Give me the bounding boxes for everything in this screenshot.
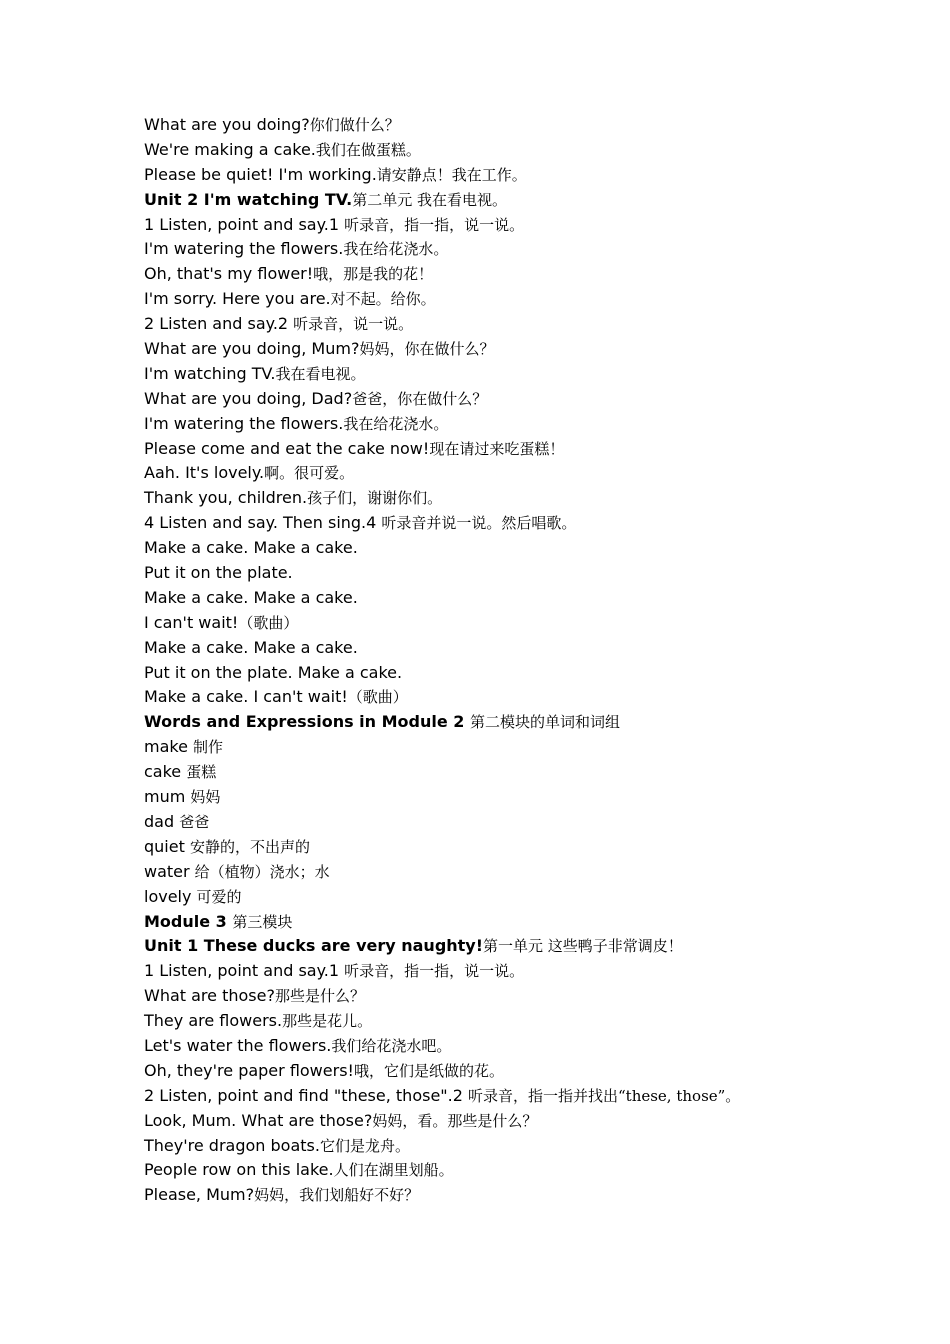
text-line: [144, 561, 924, 586]
english-text: 4 Listen and say. Then sing.4: [144, 513, 382, 533]
text-line: [144, 1183, 924, 1208]
text-line: [144, 636, 924, 661]
chinese-translation: 孩子们，谢谢你们。: [307, 489, 443, 508]
chinese-translation: 可爱的: [196, 887, 242, 906]
chinese-translation: 我们在做蛋糕。: [315, 140, 421, 159]
english-text: lovely: [144, 886, 197, 906]
chinese-translation: 哦，它们是纸做的花。: [353, 1061, 504, 1080]
english-text: quiet: [144, 836, 190, 856]
text-line: [144, 959, 924, 984]
english-text: 2 Listen, point and find "these, those".2: [144, 1085, 468, 1105]
english-text: What are you doing, Mum?: [144, 339, 360, 359]
english-text: I can't wait!: [144, 612, 239, 632]
text-line: [144, 461, 924, 486]
section-heading: [144, 710, 924, 735]
chinese-translation: 听录音并说一说。然后唱歌。: [381, 514, 577, 533]
chinese-translation: 爸爸，你在做什么？: [352, 389, 488, 408]
chinese-translation: 啊。很可爱。: [264, 464, 355, 483]
chinese-translation: 第二单元 我在看电视。: [352, 190, 507, 209]
english-text: mum: [144, 787, 191, 807]
english-text: Thank you, children.: [144, 488, 308, 508]
chinese-translation: 它们是龙舟。: [319, 1136, 410, 1155]
english-text: 1 Listen, point and say.1: [144, 214, 345, 234]
chinese-translation: 哦，那是我的花！: [313, 265, 434, 284]
text-line: [144, 412, 924, 437]
chinese-translation: 我在给花浇水。: [343, 414, 449, 433]
english-text: I'm watering the flowers.: [144, 413, 344, 433]
text-line: [144, 213, 924, 238]
text-line: [144, 810, 924, 835]
chinese-translation: 第二模块的单词和词组: [469, 713, 620, 732]
text-line: [144, 760, 924, 785]
text-line: [144, 611, 924, 636]
text-line: [144, 1009, 924, 1034]
english-text: What are you doing, Dad?: [144, 388, 353, 408]
chinese-translation: 请安静点！我在工作。: [376, 165, 527, 184]
english-text: We're making a cake.: [144, 139, 316, 159]
english-text: Words and Expressions in Module 2: [144, 712, 470, 732]
text-line: [144, 860, 924, 885]
english-text: water: [144, 861, 195, 881]
english-text: Put it on the plate.: [144, 563, 293, 583]
chinese-translation: 第三模块: [232, 912, 293, 931]
chinese-translation: 我在看电视。: [275, 364, 366, 383]
english-text: They're dragon boats.: [144, 1135, 320, 1155]
chinese-translation: 第一单元 这些鸭子非常调皮！: [483, 937, 683, 956]
text-line: [144, 387, 924, 412]
english-text: Please come and eat the cake now!: [144, 438, 430, 458]
english-text: 1 Listen, point and say.1: [144, 961, 345, 981]
text-line: [144, 685, 924, 710]
english-text: Unit 2 I'm watching TV.: [144, 189, 353, 209]
text-line: [144, 885, 924, 910]
chinese-translation: 那些是什么？: [274, 987, 365, 1006]
chinese-translation: 听录音，指一指，说一说。: [344, 962, 525, 981]
english-text: dad: [144, 811, 180, 831]
chinese-translation: （歌曲）: [347, 688, 408, 707]
chinese-translation: 制作: [193, 738, 224, 757]
chinese-translation: 蛋糕: [186, 763, 217, 782]
chinese-translation: （歌曲）: [238, 613, 299, 632]
section-heading: [144, 910, 924, 935]
english-text: cake: [144, 762, 187, 782]
english-text: People row on this lake.: [144, 1160, 334, 1180]
text-line: [144, 138, 924, 163]
text-line: [144, 785, 924, 810]
text-line: [144, 237, 924, 262]
english-text: Oh, that's my flower!: [144, 264, 314, 284]
english-text: I'm watching TV.: [144, 363, 276, 383]
document-page: [144, 113, 924, 1208]
chinese-translation: 妈妈，我们划船好不好？: [254, 1186, 420, 1205]
english-text: Unit 1 These ducks are very naughty!: [144, 936, 484, 956]
english-text: Make a cake. Make a cake.: [144, 587, 358, 607]
text-line: [144, 1158, 924, 1183]
english-text: Aah. It's lovely.: [144, 463, 265, 483]
english-text: Module 3: [144, 911, 233, 931]
chinese-translation: 人们在湖里划船。: [333, 1161, 454, 1180]
chinese-translation: 对不起。给你。: [330, 290, 436, 309]
chinese-translation: 听录音，指一指并找出“these, those”。: [468, 1086, 741, 1105]
chinese-translation: 你们做什么？: [309, 116, 400, 134]
text-line: [144, 312, 924, 337]
english-text: Please be quiet! I'm working.: [144, 164, 377, 184]
text-line: [144, 486, 924, 511]
chinese-translation: 爸爸: [179, 812, 210, 831]
text-line: [144, 437, 924, 462]
english-text: Let's water the flowers.: [144, 1035, 332, 1055]
chinese-translation: 我在给花浇水。: [343, 240, 449, 259]
text-line: [144, 984, 924, 1009]
text-line: [144, 536, 924, 561]
text-line: [144, 262, 924, 287]
chinese-translation: 听录音，指一指，说一说。: [344, 215, 525, 234]
text-line: [144, 661, 924, 686]
english-text: Make a cake. Make a cake.: [144, 538, 358, 558]
chinese-translation: 那些是花儿。: [282, 1012, 373, 1031]
text-line: [144, 287, 924, 312]
text-line: [144, 337, 924, 362]
text-line: [144, 511, 924, 536]
text-line: [144, 163, 924, 188]
text-line: [144, 1109, 924, 1134]
chinese-translation: 给（植物）浇水；水: [194, 862, 330, 881]
text-line: [144, 735, 924, 760]
english-text: I'm watering the flowers.: [144, 239, 344, 259]
text-line: [144, 1034, 924, 1059]
english-text: Make a cake. I can't wait!: [144, 687, 348, 707]
text-line: [144, 586, 924, 611]
text-line: [144, 1134, 924, 1159]
section-heading: [144, 934, 924, 959]
english-text: They are flowers.: [144, 1011, 283, 1031]
english-text: I'm sorry. Here you are.: [144, 289, 331, 309]
english-text: 2 Listen and say.2: [144, 314, 294, 334]
chinese-translation: 听录音，说一说。: [293, 315, 414, 334]
chinese-translation: 妈妈，你在做什么？: [359, 340, 495, 359]
text-line: [144, 113, 924, 138]
english-text: make: [144, 737, 194, 757]
chinese-translation: 现在请过来吃蛋糕！: [429, 439, 565, 458]
section-heading: [144, 188, 924, 213]
chinese-translation: 安静的，不出声的: [189, 837, 310, 856]
chinese-translation: 妈妈: [190, 788, 221, 807]
english-text: Please, Mum?: [144, 1185, 255, 1205]
english-text: What are you doing?: [144, 115, 310, 134]
chinese-translation: 我们给花浇水吧。: [331, 1036, 452, 1055]
english-text: Oh, they're paper flowers!: [144, 1060, 354, 1080]
english-text: Look, Mum. What are those?: [144, 1110, 373, 1130]
english-text: What are those?: [144, 986, 275, 1006]
english-text: Make a cake. Make a cake.: [144, 637, 358, 657]
english-text: Put it on the plate. Make a cake.: [144, 662, 403, 682]
text-line: [144, 1059, 924, 1084]
text-line: [144, 362, 924, 387]
text-line: [144, 835, 924, 860]
chinese-translation: 妈妈，看。那些是什么？: [372, 1111, 538, 1130]
text-line: [144, 1084, 924, 1109]
